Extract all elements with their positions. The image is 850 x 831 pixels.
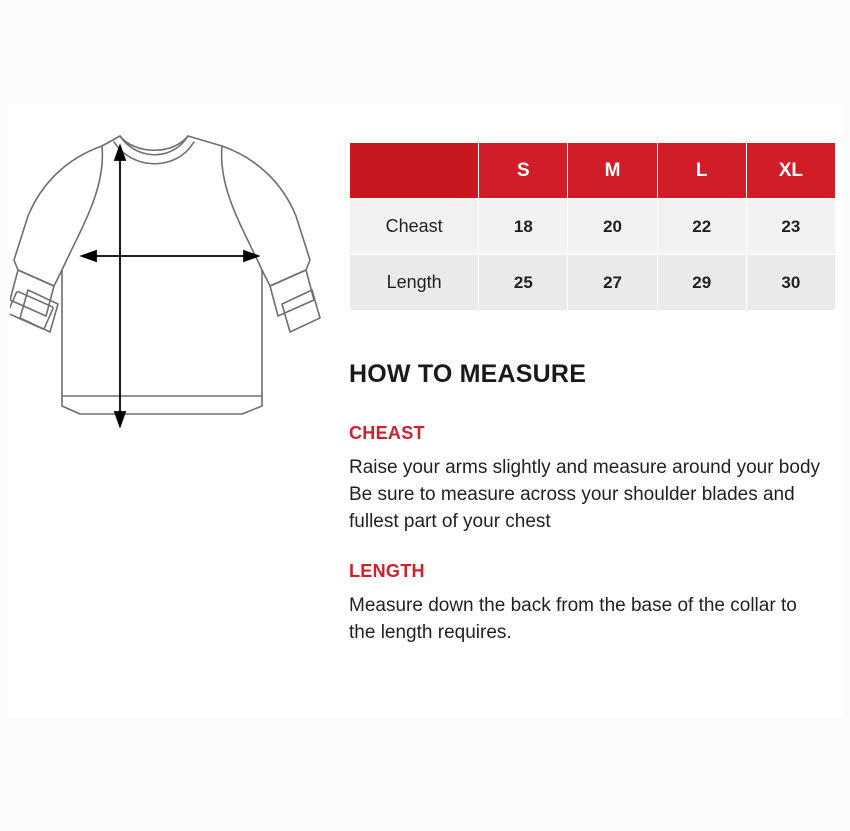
measurement-arrows — [82, 146, 258, 426]
cheast-l: 22 — [657, 199, 746, 255]
sweatshirt-outline-icon — [10, 120, 330, 460]
bottom-margin-band — [0, 718, 850, 831]
length-section-body: Measure down the back from the base of the collar to the length requires. — [349, 595, 797, 643]
cheast-section-title: CHEAST — [349, 423, 425, 443]
cheast-s: 18 — [479, 199, 568, 255]
length-s: 25 — [479, 255, 568, 311]
garment-illustration — [10, 120, 330, 460]
length-section-title: LENGTH — [349, 561, 425, 581]
column-header-m: M — [568, 143, 657, 199]
length-xl: 30 — [746, 255, 835, 311]
cheast-m: 20 — [568, 199, 657, 255]
table-row — [350, 255, 836, 311]
top-margin-band — [0, 0, 850, 104]
size-table-wrapper — [349, 142, 836, 311]
size-table-body — [350, 199, 836, 311]
table-row — [350, 199, 836, 255]
cheast-xl: 23 — [746, 199, 835, 255]
size-table — [349, 142, 836, 311]
column-header-l: L — [657, 143, 746, 199]
table-header-row — [350, 143, 836, 199]
right-margin-band — [842, 104, 850, 718]
cheast-section-body: Raise your arms slightly and measure around your body Be sure to measure across your shoulder blades and fullest part of your chest — [349, 457, 821, 532]
row-label-length: Length — [350, 255, 479, 311]
how-to-measure-heading: HOW TO MEASURE — [349, 360, 587, 388]
how-to-measure-section — [349, 360, 829, 646]
size-table-head — [350, 143, 836, 199]
row-label-cheast: Cheast — [350, 199, 479, 255]
column-header-xl: XL — [746, 143, 835, 199]
length-l: 29 — [657, 255, 746, 311]
table-corner-cell — [350, 143, 479, 199]
left-margin-band — [0, 104, 8, 718]
length-m: 27 — [568, 255, 657, 311]
column-header-s: S — [479, 143, 568, 199]
